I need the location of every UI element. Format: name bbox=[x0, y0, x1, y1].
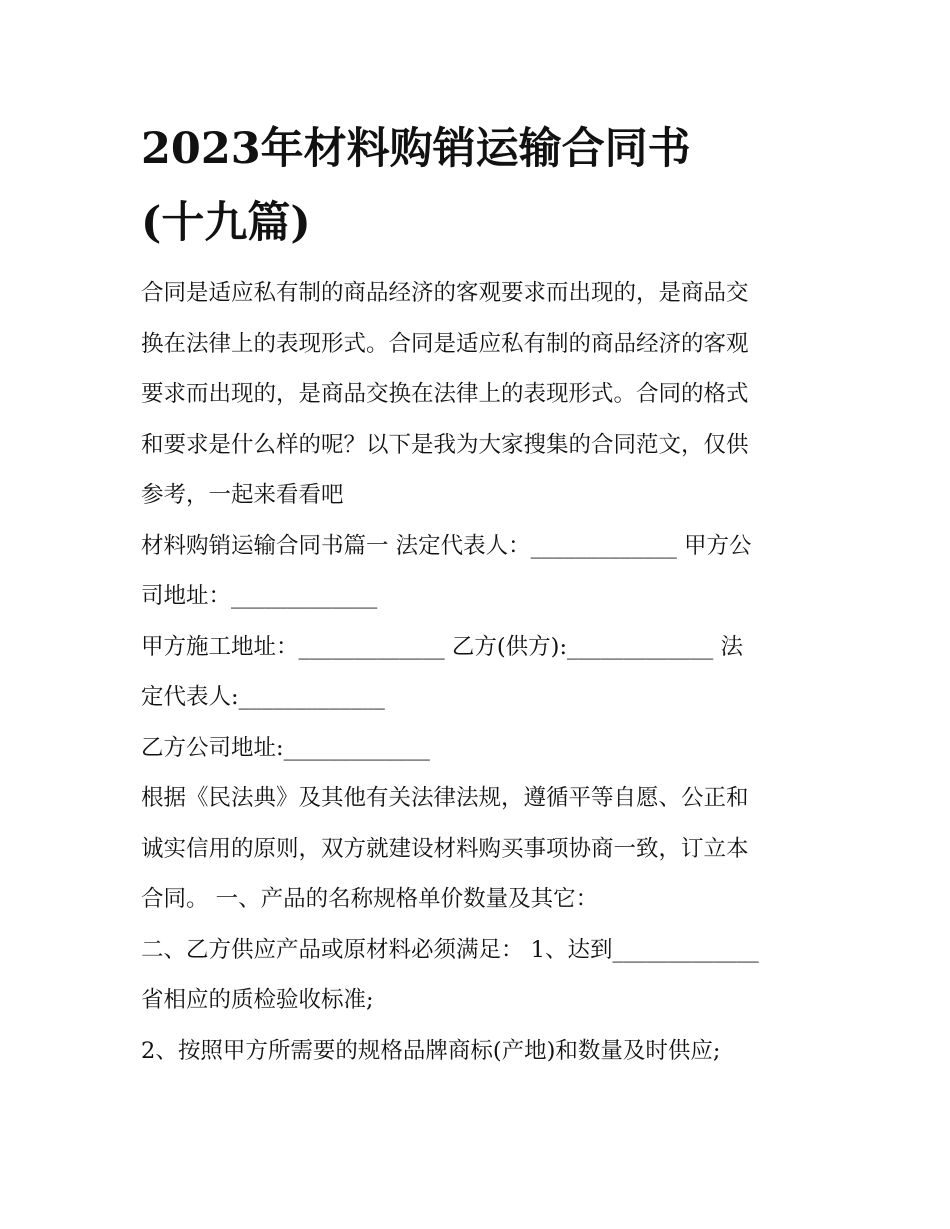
text-line: 甲方施工地址：_____________ 乙方(供方):_____________ 法 bbox=[141, 633, 743, 660]
text-line: 2、按照甲方所需要的规格品牌商标(产地)和数量及时供应; bbox=[141, 1037, 721, 1064]
title-line-1: 2023年材料购销运输合同书 bbox=[141, 124, 691, 174]
text-line: 要求而出现的，是商品交换在法律上的表现形式。合同的格式 bbox=[141, 381, 749, 407]
text-line: 定代表人:_____________ bbox=[141, 684, 385, 710]
document-title bbox=[141, 112, 813, 260]
text-line: 参考，一起来看看吧 bbox=[141, 482, 344, 508]
text-line: 二、乙方供应产品或原材料必须满足： 1、达到_____________ bbox=[141, 936, 759, 963]
clause-two-paragraph bbox=[141, 925, 813, 1026]
party-b-address-paragraph bbox=[141, 723, 813, 774]
clause-two-item-2-paragraph bbox=[141, 1026, 813, 1077]
text-line: 和要求是什么样的呢？以下是我为大家搜集的合同范文，仅供 bbox=[141, 431, 749, 458]
text-line: 换在法律上的表现形式。合同是适应私有制的商品经济的客观 bbox=[141, 330, 749, 357]
intro-paragraph bbox=[141, 268, 813, 521]
text-line: 省相应的质检验收标准; bbox=[141, 987, 374, 1013]
text-line: 合同是适应私有制的商品经济的客观要求而出现的，是商品交 bbox=[141, 280, 749, 306]
text-line: 司地址：_____________ bbox=[141, 583, 378, 609]
text-line: 乙方公司地址:_____________ bbox=[141, 734, 430, 761]
party-a-representative-paragraph bbox=[141, 521, 813, 622]
legal-basis-paragraph bbox=[141, 773, 813, 925]
text-line: 材料购销运输合同书篇一 法定代表人：_____________ 甲方公 bbox=[141, 532, 752, 559]
document-page bbox=[141, 112, 813, 1076]
text-line: 根据《民法典》及其他有关法律法规，遵循平等自愿、公正和 bbox=[141, 785, 749, 811]
party-a-site-paragraph bbox=[141, 622, 813, 723]
text-line: 合同。 一、产品的名称规格单价数量及其它： bbox=[141, 886, 599, 912]
title-line-2: (十九篇) bbox=[141, 198, 311, 248]
text-line: 诚实信用的原则，双方就建设材料购买事项协商一致，订立本 bbox=[141, 835, 749, 862]
